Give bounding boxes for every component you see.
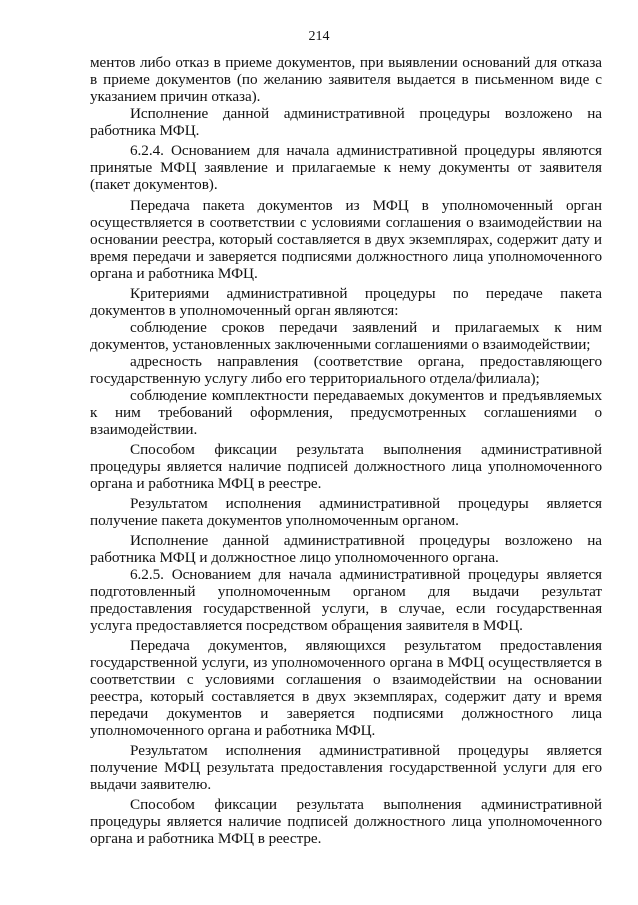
paragraph-criterion-completeness: соблюдение комплектности передаваемых документов и предъявляемых к ним требований оформления, предусмотренных соглашениями о взаимодействии. [90,387,602,438]
paragraph-6-2-5: 6.2.5. Основанием для начала административной процедуры является подготовленный уполномоченным органом для выдачи результат предоставления государственной услуги, в случае, если государственная услуга предоставляется посредством обращения заявителя в МФЦ. [90,566,602,634]
paragraph-transfer-package: Передача пакета документов из МФЦ в уполномоченный орган осуществляется в соответствии с условиями соглашения о взаимодействии на основании реестра, который составляется в двух экземплярах, содержит дату и время передачи и заверяется подписями должностного лица уполномоченного органа и работника МФЦ. [90,197,602,282]
paragraph-transfer-result-documents: Передача документов, являющихся результатом предоставления государственной услуги, из уполномоченного органа в МФЦ осуществляется в соответствии с условиями соглашения о взаимодействии на основании реестра, который составляется в двух экземплярах, содержит дату и время передачи документов и заверяется подписями должностного лица уполномоченного органа и работника МФЦ. [90,637,602,739]
paragraph-criterion-deadlines: соблюдение сроков передачи заявлений и прилагаемых к ним документов, установленных заключенными соглашениями о взаимодействии; [90,319,602,353]
paragraph-criterion-addressing: адресность направления (соответствие органа, предоставляющего государственную услугу либо его территориального отдела/филиала); [90,353,602,387]
paragraph-executor-mfc: Исполнение данной административной процедуры возложено на работника МФЦ. [90,105,602,139]
paragraph-result-1: Результатом исполнения административной процедуры является получение пакета документов уполномоченным органом. [90,495,602,529]
paragraph-fixation-method-1: Способом фиксации результата выполнения административной процедуры является наличие подписей должностного лица уполномоченного органа и работника МФЦ в реестре. [90,441,602,492]
paragraph-fixation-method-2: Способом фиксации результата выполнения административной процедуры является наличие подписей должностного лица уполномоченного органа и работника МФЦ в реестре. [90,796,602,847]
document-body [90,54,602,847]
paragraph-6-2-4: 6.2.4. Основанием для начала административной процедуры являются принятые МФЦ заявление и прилагаемые к нему документы от заявителя (пакет документов). [90,142,602,193]
page-number: 214 [308,29,330,44]
paragraph-executor-mfc-and-official: Исполнение данной административной процедуры возложено на работника МФЦ и должностное лицо уполномоченного органа. [90,532,602,566]
paragraph-continuation: ментов либо отказ в приеме документов, при выявлении оснований для отказа в приеме документов (по желанию заявителя выдается в письменном виде с указанием причин отказа). [90,54,602,105]
paragraph-criteria: Критериями административной процедуры по передаче пакета документов в уполномоченный орган являются: [90,285,602,319]
paragraph-result-2: Результатом исполнения административной процедуры является получение МФЦ результата предоставления государственной услуги для его выдачи заявителю. [90,742,602,793]
